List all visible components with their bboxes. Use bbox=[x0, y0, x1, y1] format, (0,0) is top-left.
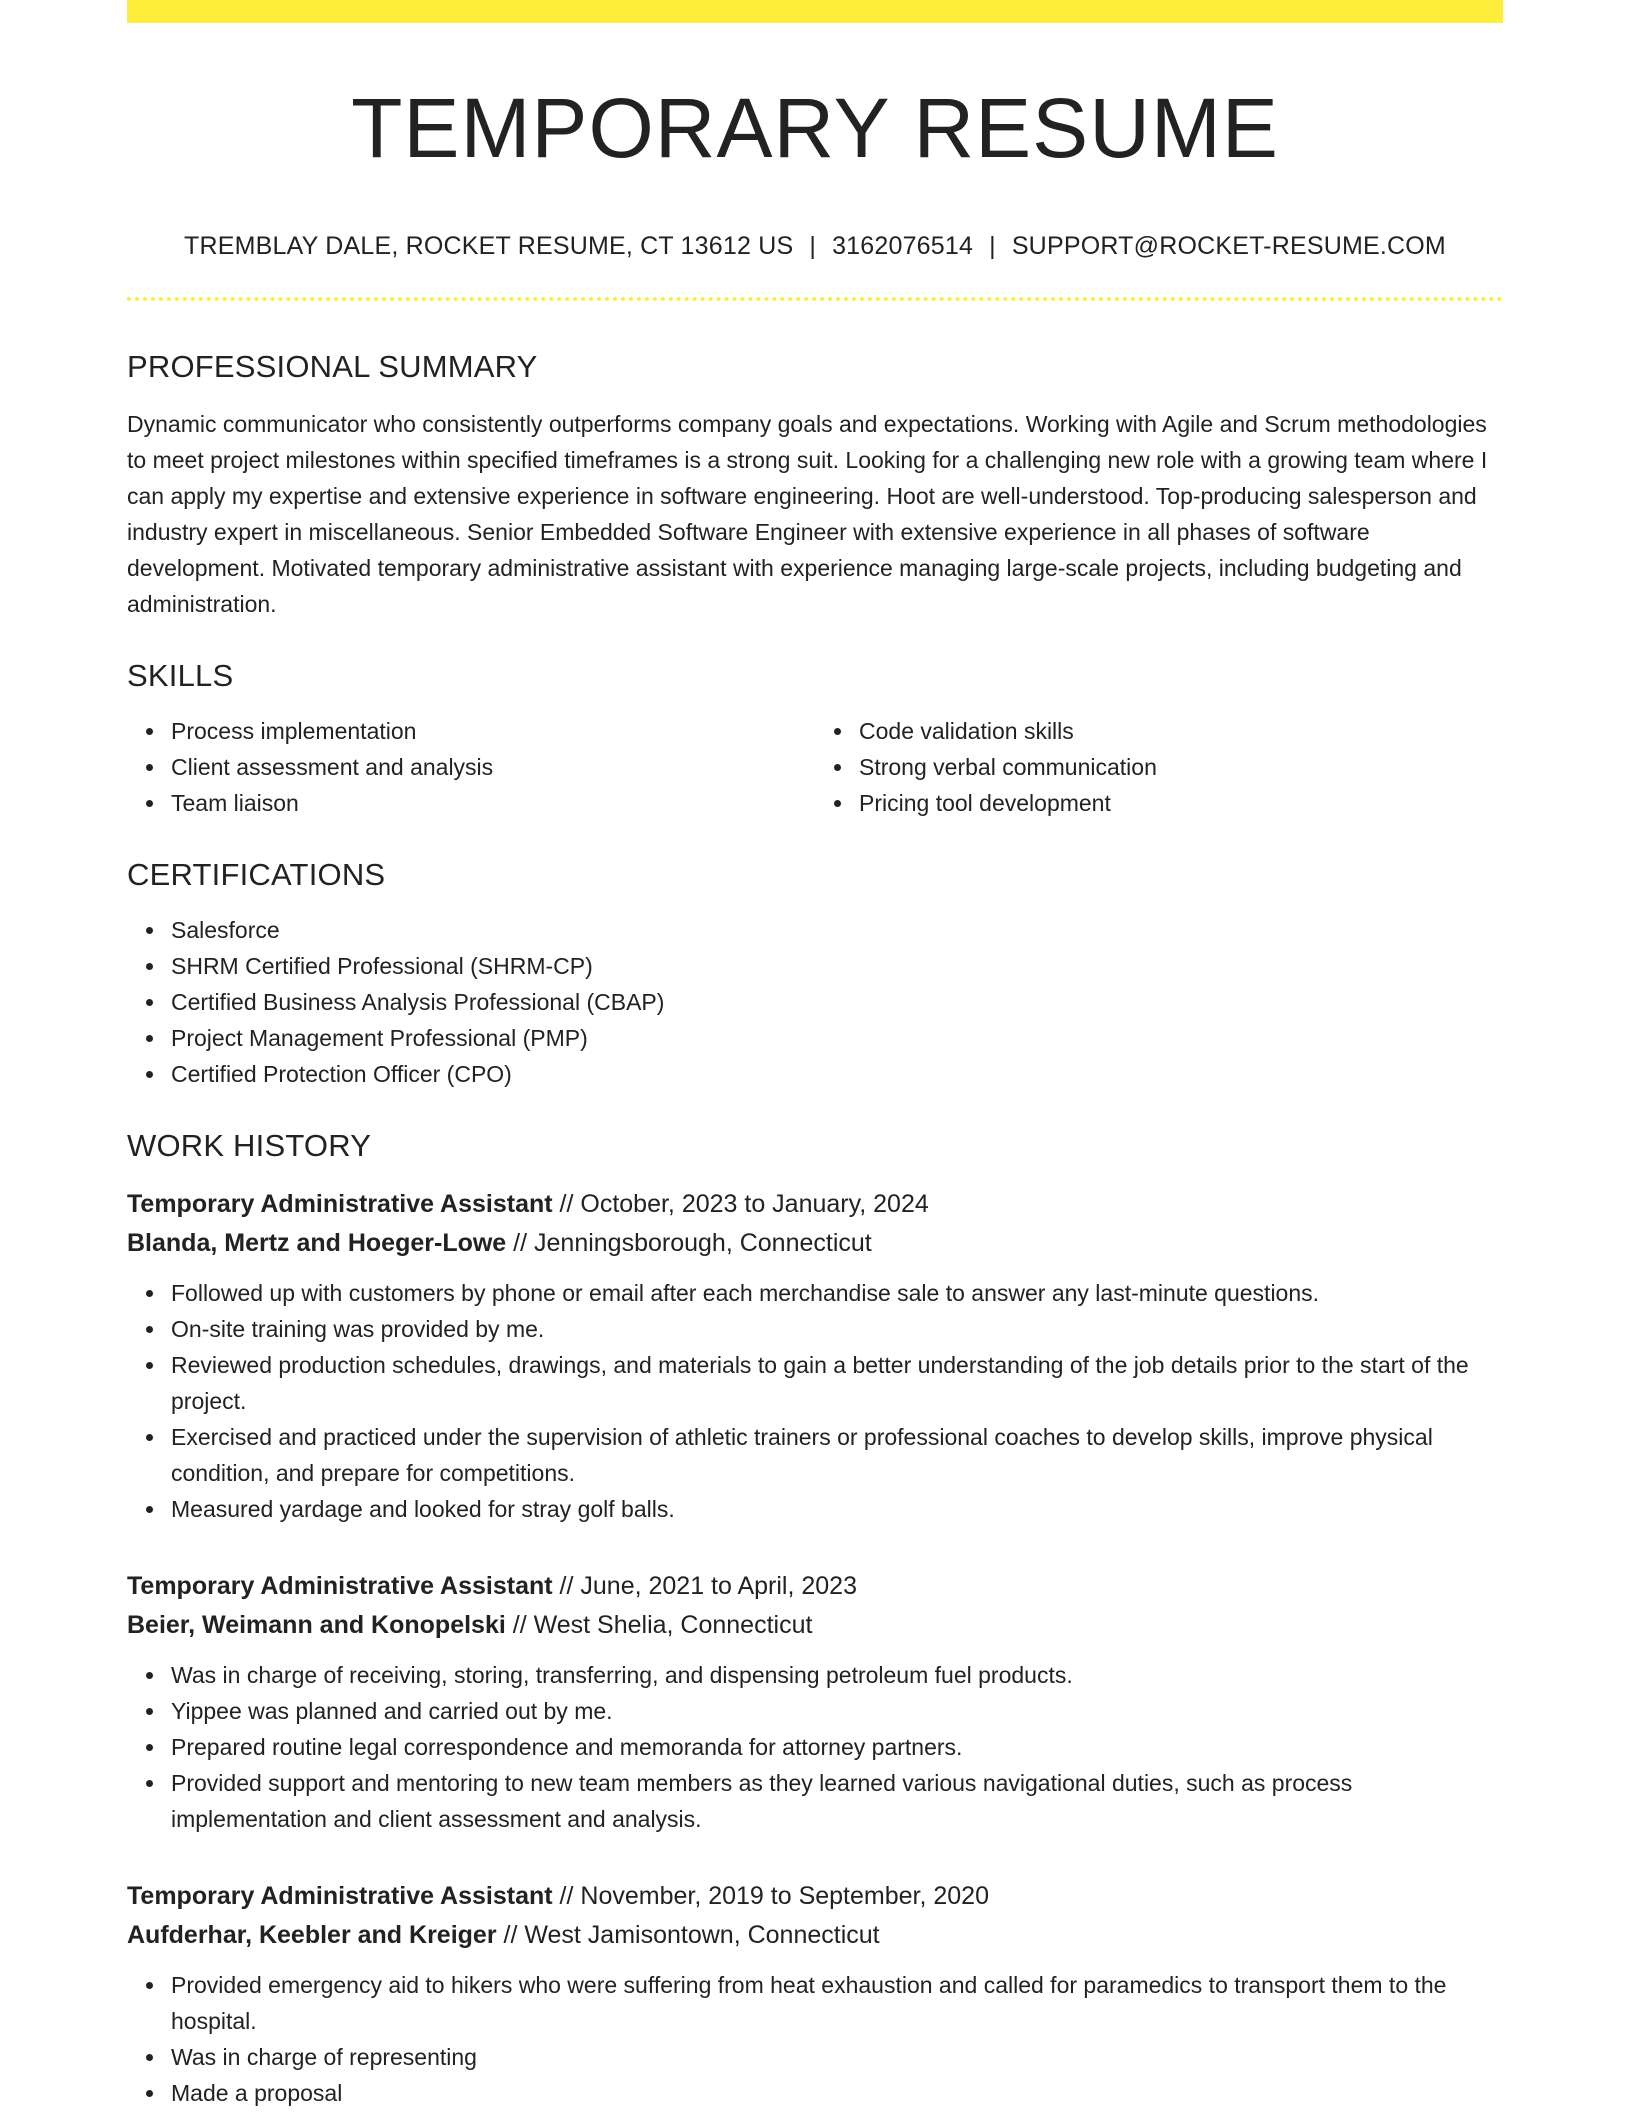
job-entry bbox=[127, 1877, 1503, 2111]
skill-item: Code validation skills bbox=[859, 713, 1503, 749]
certification-item: Salesforce bbox=[171, 912, 1503, 948]
dotted-divider bbox=[127, 297, 1503, 301]
job-bullet: Followed up with customers by phone or email after each merchandise sale to answer any last-minute questions. bbox=[171, 1275, 1503, 1311]
job-bullet: Yippee was planned and carried out by me. bbox=[171, 1693, 1503, 1729]
certification-item: Project Management Professional (PMP) bbox=[171, 1020, 1503, 1056]
job-company-line bbox=[127, 1606, 1503, 1645]
job-location: // Jenningsborough, Connecticut bbox=[513, 1229, 872, 1257]
contact-email: SUPPORT@ROCKET-RESUME.COM bbox=[1011, 232, 1446, 260]
skill-item: Strong verbal communication bbox=[859, 749, 1503, 785]
job-bullet: Measured yardage and looked for stray golf balls. bbox=[171, 1491, 1503, 1527]
job-company: Blanda, Mertz and Hoeger-Lowe bbox=[127, 1229, 507, 1257]
job-bullet: Prepared routine legal correspondence and memoranda for attorney partners. bbox=[171, 1729, 1503, 1765]
contact-separator: | bbox=[809, 232, 817, 260]
job-bullets bbox=[127, 1275, 1503, 1527]
job-company-line bbox=[127, 1224, 1503, 1263]
resume-page bbox=[127, 0, 1503, 2111]
job-bullet: Provided emergency aid to hikers who were suffering from heat exhaustion and called for paramedics to transport them to the hospital. bbox=[171, 1967, 1503, 2039]
job-bullet: Made a proposal bbox=[171, 2075, 1503, 2111]
contact-address: TREMBLAY DALE, ROCKET RESUME, CT 13612 US bbox=[184, 232, 794, 260]
summary-text: Dynamic communicator who consistently outperforms company goals and expectations. Working with Agile and Scrum methodologies to meet project milestones within specified timeframes is a strong suit. Looking for a challenging new role with a growing team where I can apply my expertise and extensive experience in software engineering. Hoot are well-understood. Top-producing salesperson and industry expert in miscellaneous. Senior Embedded Software Engineer with extensive experience in all phases of software development. Motivated temporary administrative assistant with experience managing large-scale projects, including budgeting and administration. bbox=[127, 411, 1488, 617]
contact-phone: 3162076514 bbox=[832, 232, 974, 260]
job-title-line bbox=[127, 1877, 1503, 1916]
skills-column-right bbox=[815, 713, 1503, 821]
job-bullet: Provided support and mentoring to new team members as they learned various navigational duties, such as process implementation and client assessment and analysis. bbox=[171, 1765, 1503, 1837]
accent-top-bar bbox=[127, 0, 1503, 23]
certifications-list bbox=[127, 912, 1503, 1092]
job-title: Temporary Administrative Assistant bbox=[127, 1190, 553, 1218]
job-bullet: On-site training was provided by me. bbox=[171, 1311, 1503, 1347]
certification-item: Certified Business Analysis Professional (CBAP) bbox=[171, 984, 1503, 1020]
contact-line bbox=[127, 234, 1503, 259]
resume-title: TEMPORARY RESUME bbox=[351, 81, 1279, 175]
job-entry bbox=[127, 1567, 1503, 1837]
job-title-line bbox=[127, 1567, 1503, 1606]
job-title-line bbox=[127, 1185, 1503, 1224]
job-location: // West Jamisontown, Connecticut bbox=[503, 1921, 880, 1949]
certification-item: Certified Protection Officer (CPO) bbox=[171, 1056, 1503, 1092]
job-bullet: Was in charge of representing bbox=[171, 2039, 1503, 2075]
job-bullet: Exercised and practiced under the supervision of athletic trainers or professional coaches to develop skills, improve physical condition, and prepare for competitions. bbox=[171, 1419, 1503, 1491]
summary-heading: PROFESSIONAL SUMMARY bbox=[127, 349, 538, 384]
job-bullets bbox=[127, 1967, 1503, 2111]
job-title: Temporary Administrative Assistant bbox=[127, 1572, 553, 1600]
contact-separator: | bbox=[989, 232, 996, 260]
skills-heading: SKILLS bbox=[127, 658, 234, 693]
job-bullets bbox=[127, 1657, 1503, 1837]
job-company: Beier, Weimann and Konopelski bbox=[127, 1611, 506, 1639]
job-location: // West Shelia, Connecticut bbox=[512, 1611, 813, 1639]
skill-item: Pricing tool development bbox=[859, 785, 1503, 821]
skill-item: Process implementation bbox=[171, 713, 815, 749]
job-company: Aufderhar, Keebler and Kreiger bbox=[127, 1921, 497, 1949]
job-bullet: Was in charge of receiving, storing, transferring, and dispensing petroleum fuel products. bbox=[171, 1657, 1503, 1693]
skills-list bbox=[127, 713, 1503, 821]
certifications-heading: CERTIFICATIONS bbox=[127, 857, 386, 892]
job-bullet: Reviewed production schedules, drawings, and materials to gain a better understanding of the job details prior to the start of the project. bbox=[171, 1347, 1503, 1419]
job-dates: // October, 2023 to January, 2024 bbox=[559, 1190, 929, 1218]
skill-item: Client assessment and analysis bbox=[171, 749, 815, 785]
skills-column-left bbox=[127, 713, 815, 821]
job-title: Temporary Administrative Assistant bbox=[127, 1882, 553, 1910]
job-dates: // November, 2019 to September, 2020 bbox=[559, 1882, 989, 1910]
job-company-line bbox=[127, 1916, 1503, 1955]
job-dates: // June, 2021 to April, 2023 bbox=[559, 1572, 857, 1600]
work-history-heading: WORK HISTORY bbox=[127, 1128, 372, 1163]
skill-item: Team liaison bbox=[171, 785, 815, 821]
certification-item: SHRM Certified Professional (SHRM-CP) bbox=[171, 948, 1503, 984]
job-entry bbox=[127, 1185, 1503, 1527]
